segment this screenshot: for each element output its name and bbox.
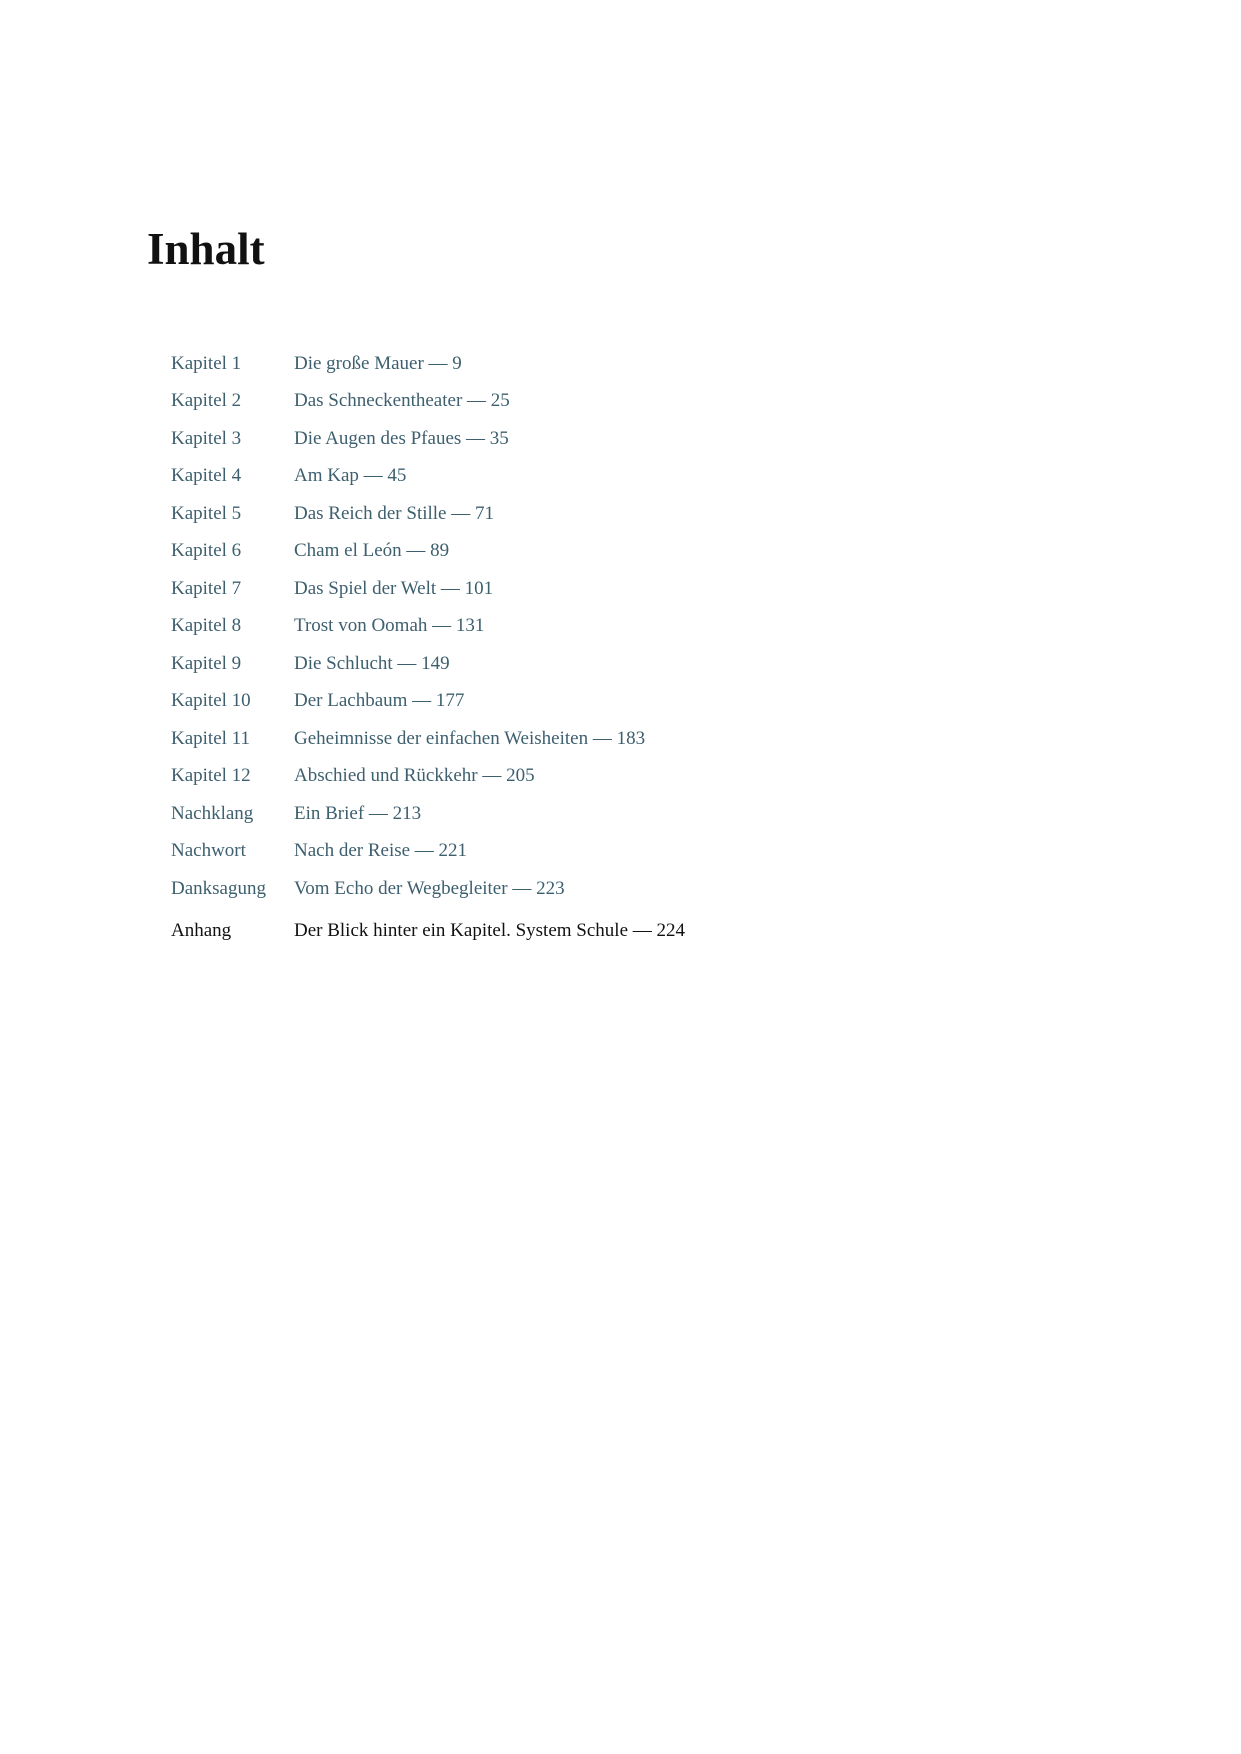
toc-row-chapter-3[interactable] [171,420,1071,458]
toc-label: Danksagung [171,877,266,899]
toc-row-danksagung[interactable] [171,870,1071,908]
toc-label: Nachwort [171,840,246,862]
toc-row-chapter-10[interactable] [171,683,1071,721]
toc-row-chapter-8[interactable] [171,608,1071,646]
toc-row-chapter-9[interactable] [171,645,1071,683]
table-of-contents [171,345,1071,950]
toc-label: Kapitel 7 [171,577,242,599]
toc-row-nachwort[interactable] [171,833,1071,871]
toc-entry-title[interactable]: Am Kap — 45 [294,465,407,487]
toc-label: Anhang [171,920,232,942]
toc-entry-title[interactable]: Geheimnisse der einfachen Weisheiten — 183 [294,727,646,749]
toc-entry-title: Der Blick hinter ein Kapitel. System Schule — 224 [294,920,686,942]
toc-entry-title[interactable]: Das Reich der Stille — 71 [294,502,494,524]
toc-entry-title[interactable]: Die Augen des Pfaues — 35 [294,427,509,449]
toc-entry-title[interactable]: Nach der Reise — 221 [294,840,468,862]
page-title: Inhalt [147,224,265,274]
toc-label: Kapitel 12 [171,765,251,787]
toc-entry-title[interactable]: Die Schlucht — 149 [294,652,450,674]
toc-row-chapter-5[interactable] [171,495,1071,533]
toc-row-anhang [171,913,1071,951]
toc-label: Kapitel 4 [171,465,242,487]
toc-row-chapter-1[interactable] [171,345,1071,383]
toc-label: Kapitel 3 [171,427,242,449]
toc-label: Kapitel 6 [171,540,242,562]
toc-row-chapter-7[interactable] [171,570,1071,608]
toc-label: Kapitel 10 [171,690,251,712]
toc-label: Kapitel 8 [171,615,242,637]
toc-label: Kapitel 2 [171,390,242,412]
toc-row-chapter-4[interactable] [171,458,1071,496]
toc-row-chapter-12[interactable] [171,758,1071,796]
toc-row-chapter-6[interactable] [171,533,1071,571]
toc-entry-title[interactable]: Ein Brief — 213 [294,802,422,824]
toc-label: Kapitel 9 [171,652,242,674]
toc-entry-title[interactable]: Der Lachbaum — 177 [294,690,465,712]
toc-entry-title[interactable]: Abschied und Rückkehr — 205 [294,765,535,787]
toc-row-nachklang[interactable] [171,795,1071,833]
toc-label: Nachklang [171,802,254,824]
toc-entry-title[interactable]: Die große Mauer — 9 [294,352,462,374]
toc-entry-title[interactable]: Cham el León — 89 [294,540,450,562]
toc-entry-title[interactable]: Das Schneckentheater — 25 [294,390,510,412]
toc-entry-title[interactable]: Das Spiel der Welt — 101 [294,577,494,599]
toc-entry-title[interactable]: Vom Echo der Wegbegleiter — 223 [294,877,565,899]
toc-label: Kapitel 11 [171,727,250,749]
toc-label: Kapitel 5 [171,502,242,524]
toc-label: Kapitel 1 [171,352,242,374]
toc-row-chapter-2[interactable] [171,383,1071,421]
toc-entry-title[interactable]: Trost von Oomah — 131 [294,615,485,637]
toc-row-chapter-11[interactable] [171,720,1071,758]
